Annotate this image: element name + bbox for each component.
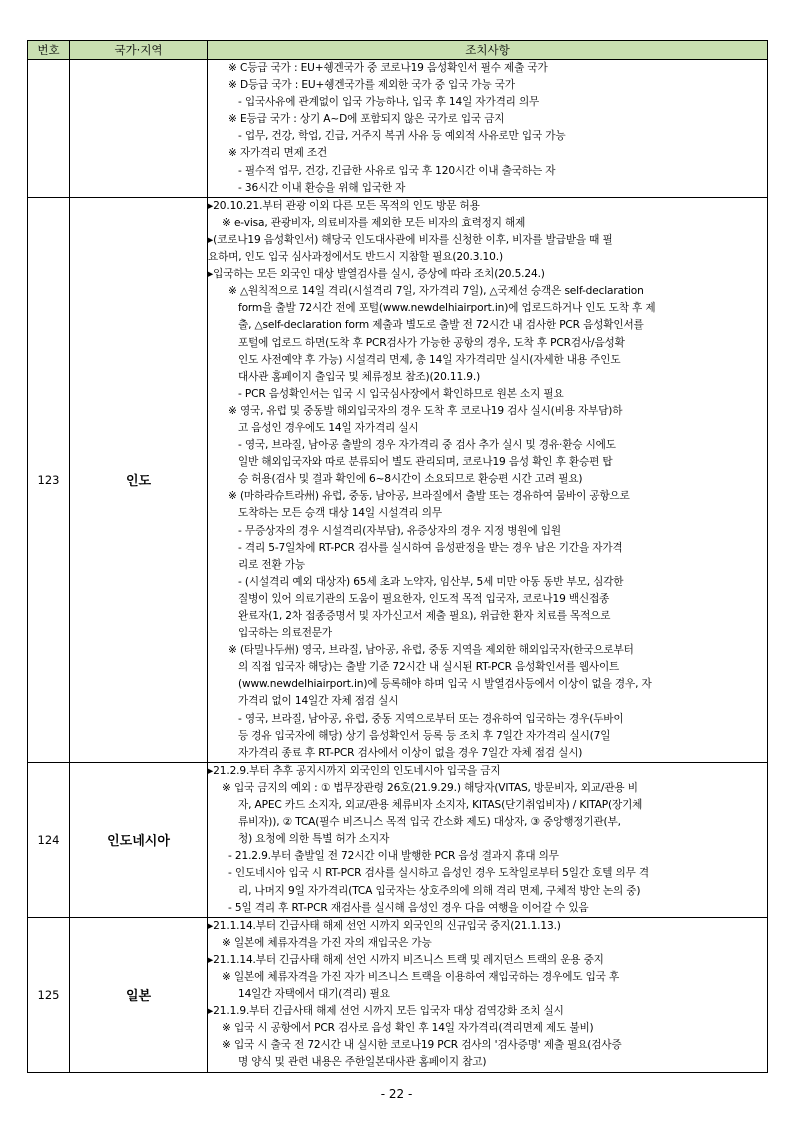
measure-line: ※ D등급 국가 : EU+쉥겐국가를 제외한 국가 중 입국 가능 국가 (228, 79, 515, 92)
measure-line: ※ (마하라슈트라州) 유럽, 중동, 남아공, 브라질에서 출발 또는 경유하여 뭄바이 공항으로 (228, 490, 630, 503)
measure-line: ▸입국하는 모든 외국인 대상 발열검사를 실시, 증상에 따라 조치(20.5.24.) (208, 268, 545, 281)
measure-line: - 필수적 업무, 건강, 긴급한 사유로 입국 후 120시간 이내 출국하는 자 (238, 164, 556, 177)
measure-line: 가격리 없이 14일간 자체 점검 실시 (238, 695, 399, 708)
measure-line: - 격리 5-7일차에 RT-PCR 검사를 실시하여 음성판정을 받는 경우 남은 기간을 자가격 (238, 541, 623, 554)
measure-line: (www.newdelhiairport.in)에 등록해야 하며 입국 시 발열검사등에서 이상이 없을 경우, 자 (238, 678, 652, 691)
row-number: 123 (28, 197, 70, 762)
measure-line: 자가격리 종료 후 RT-PCR 검사에서 이상이 없을 경우 7일간 자체 점검 실시) (238, 746, 583, 759)
measure-line: 입국하는 의료전문가 (238, 627, 332, 640)
table-header-row (28, 41, 768, 60)
measure-line: ※ 영국, 유럽 및 중동발 해외입국자의 경우 도착 후 코로나19 검사 실시(비용 자부담)하 (228, 404, 623, 417)
measure-line: ▸(코로나19 음성확인서) 해당국 인도대사관에 비자를 신청한 이후, 비자를 발급받을 때 필 (208, 233, 613, 246)
measure-line: ▸20.10.21.부터 관광 이외 다른 모든 목적의 인도 방문 허용 (208, 199, 480, 212)
page-number: - 22 - (380, 1087, 413, 1101)
country-name: 인도네시아 (70, 762, 208, 917)
measure-line: 대사관 홈페이지 출입국 및 체류정보 참조)(20.11.9.) (238, 370, 481, 383)
measure-line: ※ 입국 시 공항에서 PCR 검사로 음성 확인 후 14일 자가격리(격리면제 제도 불비) (222, 1022, 594, 1035)
row-number (28, 60, 70, 198)
measure-line: 고 음성인 경우에도 14일 자가격리 실시 (238, 421, 419, 434)
measures-cell (208, 762, 768, 917)
measure-line: ▸21.1.14.부터 긴급사태 해제 선언 시까지 비즈니스 트랙 및 레지던스 트랙의 운용 중지 (208, 953, 604, 966)
measure-line: ▸21.1.9.부터 긴급사태 해제 선언 시까지 모든 입국자 대상 검역강화 조치 실시 (208, 1005, 564, 1018)
measure-line: 일반 해외입국자와 따로 분류되어 별도 관리되며, 코로나19 음성 확인 후 환승편 탑 (238, 456, 613, 469)
measure-line: 도착하는 모든 승객 대상 14일 시설격리 의무 (238, 507, 442, 520)
measure-line: ※ 입국 금지의 예외 : ① 법무장관령 26호(21.9.29.) 해당자(VITAS, 방문비자, 외교/관용 비 (222, 781, 638, 794)
measure-line: - 5일 격리 후 RT-PCR 재검사를 실시해 음성인 경우 다음 여행을 이어갈 수 있음 (228, 901, 589, 914)
measure-line: ※ 자가격리 면제 조건 (228, 147, 328, 160)
measure-line: 요하며, 인도 입국 심사과정에서도 반드시 지참할 필요(20.3.10.) (208, 251, 503, 264)
measure-line: ※ 입국 시 출국 전 72시간 내 실시한 코로나19 PCR 검사의 '검사증명' 제출 필요(검사증 (222, 1039, 622, 1052)
measure-line: ※ E등급 국가 : 상기 A~D에 포함되지 않은 국가로 입국 금지 (228, 113, 505, 126)
measure-line: 출, △self-declaration form 제출과 별도로 출발 전 72시간 내 검사한 PCR 음성확인서를 (238, 319, 644, 332)
measures-cell (208, 60, 768, 198)
measure-line: 리, 나머지 9일 자가격리(TCA 입국자는 상호주의에 의해 격리 면제, 구체적 방안 논의 중) (238, 884, 641, 897)
measures-cell (208, 197, 768, 762)
measure-line: - 영국, 브라질, 남아공 출발의 경우 자가격리 중 검사 추가 실시 및 경유·환승 시에도 (238, 439, 616, 452)
measure-line: 자, APEC 카드 소지자, 외교/관용 체류비자 소지자, KITAS(단기취업비자) / KITAP(장기체 (238, 799, 643, 812)
measure-line: 14일간 자택에서 대기(격리) 필요 (238, 988, 390, 1001)
measure-line: - 영국, 브라질, 남아공, 유럽, 중동 지역으로부터 또는 경유하여 입국하는 경우(두바이 (238, 712, 624, 725)
row-number: 125 (28, 917, 70, 1072)
measure-line: ▸21.1.14.부터 긴급사태 해제 선언 시까지 외국인의 신규입국 중지(21.1.13.) (208, 919, 561, 932)
table-row (28, 762, 768, 917)
measure-line: - (시설격리 예외 대상자) 65세 초과 노약자, 임산부, 5세 미만 아동 동반 부모, 심각한 (238, 575, 624, 588)
table-row (28, 60, 768, 198)
measure-line: - 인도네시아 입국 시 RT-PCR 검사를 실시하고 음성인 경우 도착일로부터 5일간 호텔 의무 격 (228, 867, 650, 880)
measure-line: form을 출발 72시간 전에 포털(www.newdelhiairport.in)에 업로드하거나 인도 도착 후 제 (238, 302, 656, 315)
table-row (28, 917, 768, 1072)
measure-line: 포털에 업로드 하면(도착 후 PCR검사가 가능한 공항의 경우, 도착 후 PCR검사/음성확 (238, 336, 625, 349)
measure-line: 리로 전환 가능 (238, 558, 305, 571)
measure-line: ※ C등급 국가 : EU+쉥겐국가 중 코로나19 음성확인서 필수 제출 국가 (228, 62, 548, 74)
measure-line: 질병이 있어 의료기관의 도움이 필요한자, 인도적 목적 입국자, 코로나19 백신접종 (238, 592, 610, 605)
measure-line: ※ (타밀나두州) 영국, 브라질, 남아공, 유럽, 중동 지역을 제외한 해외입국자(한국으로부터 (228, 644, 634, 657)
measure-line: 류비자)), ② TCA(필수 비즈니스 목적 입국 간소화 제도) 대상자, ③ 중앙행정기관(부, (238, 816, 621, 829)
measure-line: - 무증상자의 경우 시설격리(자부담), 유증상자의 경우 지정 병원에 입원 (238, 524, 561, 537)
measure-line: 등 경유 입국자에 해당) 상기 음성확인서 등록 등 조치 후 7일간 자가격리 실시(7일 (238, 729, 611, 742)
measure-line: ※ △원칙적으로 14일 격리(시설격리 7일, 자가격리 7일), △국제선 승객은 self-declaration (228, 285, 644, 298)
measure-line: - PCR 음성확인서는 입국 시 입국심사장에서 확인하므로 원본 소지 필요 (238, 387, 564, 400)
country-name: 인도 (70, 197, 208, 762)
measure-line: 승 허용(검사 및 결과 확인에 6~8시간이 소요되므로 환승편 시간 고려 필요) (238, 473, 583, 486)
measure-line: ※ 일본에 체류자격을 가진 자의 재입국은 가능 (222, 936, 432, 949)
measure-line: 인도 사전예약 후 가능) 시설격리 면제, 총 14일 자가격리만 실시(자세한 내용 주인도 (238, 353, 621, 366)
measure-line: - 업무, 건강, 학업, 긴급, 거주지 복귀 사유 등 예외적 사유로만 입국 가능 (238, 130, 566, 143)
country-name (70, 60, 208, 198)
measures-table (27, 40, 768, 1073)
country-name: 일본 (70, 917, 208, 1072)
measure-line: ※ 일본에 체류자격을 가진 자가 비즈니스 트랙을 이용하여 재입국하는 경우에도 입국 후 (222, 970, 620, 983)
measure-line: - 21.2.9.부터 출발일 전 72시간 이내 발행한 PCR 음성 결과지 휴대 의무 (228, 850, 559, 863)
header-measures: 조치사항 (208, 41, 768, 60)
table-row (28, 197, 768, 762)
header-num: 번호 (28, 41, 70, 60)
measure-line: - 입국사유에 관계없이 입국 가능하나, 입국 후 14일 자가격리 의무 (238, 96, 540, 109)
measure-line: 명 양식 및 관련 내용은 주한일본대사관 홈페이지 참고) (238, 1056, 487, 1069)
measures-cell (208, 917, 768, 1072)
row-number: 124 (28, 762, 70, 917)
measure-line: 청) 요청에 의한 특별 허가 소지자 (238, 833, 390, 846)
measure-line: - 36시간 이내 환승을 위해 입국한 자 (238, 181, 406, 194)
measure-line: ※ e-visa, 관광비자, 의료비자를 제외한 모든 비자의 효력정지 해제 (222, 216, 526, 229)
header-country: 국가·지역 (70, 41, 208, 60)
measure-line: ▸21.2.9.부터 추후 공지시까지 외국인의 인도네시아 입국을 금지 (208, 764, 501, 777)
measure-line: 완료자(1, 2차 접종증명서 및 자가신고서 제출 필요), 위급한 환자 치료를 목적으로 (238, 610, 611, 622)
measure-line: 의 직접 입국자 해당)는 출발 기준 72시간 내 실시된 RT-PCR 음성확인서를 웹사이트 (238, 661, 620, 674)
